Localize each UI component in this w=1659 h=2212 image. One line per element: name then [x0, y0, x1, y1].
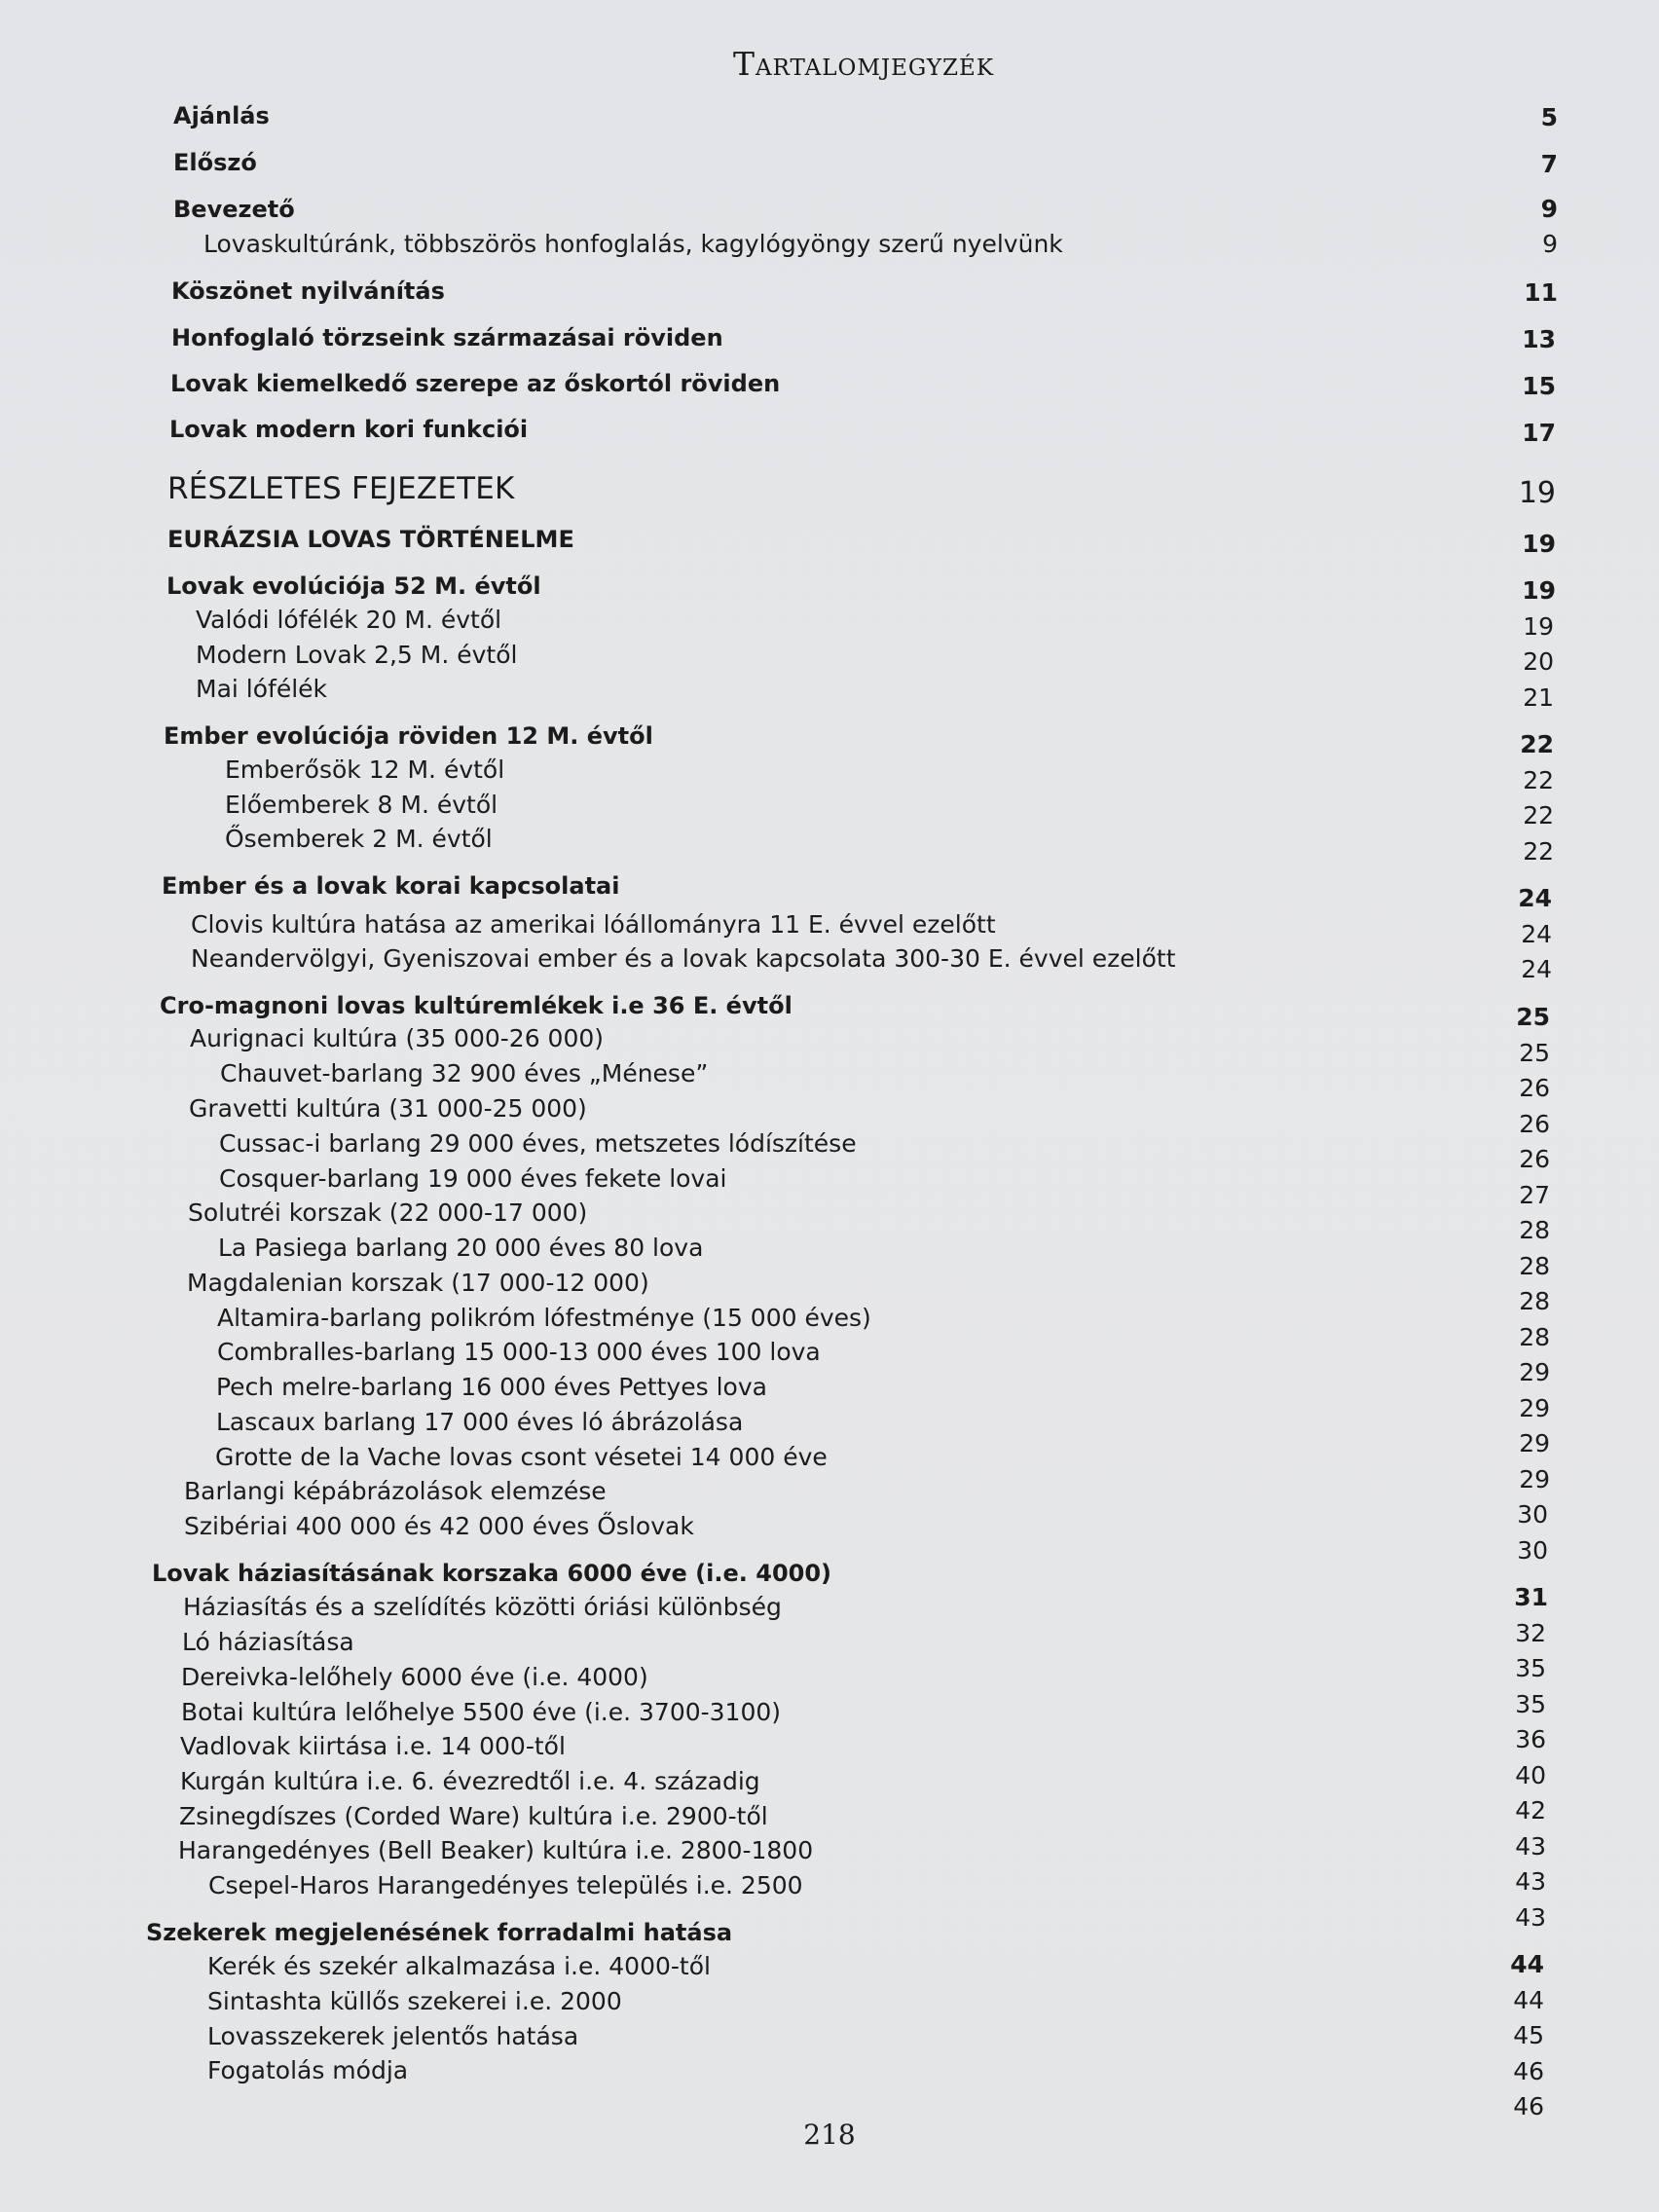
toc-entry-title: Lovasszekerek jelentős hatása	[207, 2022, 579, 2050]
toc-entry-title: Lovak kiemelkedő szerepe az őskortól röviden	[170, 370, 781, 397]
toc-entry-title: Szibériai 400 000 és 42 000 éves Őslovak	[184, 1512, 694, 1540]
toc-entry-title: Lascaux barlang 17 000 éves ló ábrázolása	[216, 1408, 744, 1436]
toc-entry-title: Kurgán kultúra i.e. 6. évezredtől i.e. 4. századig	[180, 1767, 760, 1795]
toc-entry-page: 40	[1515, 1761, 1546, 1789]
toc-entry-page: 28	[1519, 1287, 1550, 1315]
toc-entry-page: 9	[1540, 195, 1558, 223]
toc-entry-page: 31	[1514, 1583, 1548, 1611]
toc-entry-page: 13	[1522, 325, 1556, 353]
page-number: 218	[803, 2119, 856, 2151]
toc-entry-page: 35	[1515, 1690, 1546, 1718]
toc-entry-page: 24	[1521, 920, 1552, 948]
toc-entry-page: 36	[1515, 1725, 1546, 1753]
toc-entry-title: Botai kultúra lelőhelye 5500 éve (i.e. 3700-3100)	[181, 1698, 782, 1726]
toc-entry-title: Altamira-barlang polikróm lófestménye (15 000 éves)	[217, 1304, 871, 1332]
toc-entry-page: 30	[1517, 1500, 1548, 1529]
toc-entry-title: Magdalenian korszak (17 000-12 000)	[187, 1269, 649, 1297]
toc-entry-title: Fogatolás módja	[207, 2056, 409, 2084]
toc-entry-page: 22	[1523, 801, 1554, 830]
toc-entry-page: 21	[1523, 683, 1554, 712]
toc-entry-title: Combralles-barlang 15 000-13 000 éves 100 lova	[217, 1338, 821, 1366]
toc-entry-page: 19	[1523, 612, 1554, 641]
toc-entry-title: Kerék és szekér alkalmazása i.e. 4000-től	[207, 1952, 711, 1980]
toc-entry-title: Cro-magnoni lovas kultúremlékek i.e 36 E. évtől	[160, 992, 793, 1019]
toc-entry-title: Előszó	[173, 149, 257, 176]
toc-entry-page: 26	[1519, 1074, 1550, 1102]
toc-entry-title: Aurignaci kultúra (35 000-26 000)	[190, 1024, 605, 1052]
toc-entry-page: 30	[1517, 1536, 1548, 1565]
toc-entry-title: Mai lófélék	[196, 675, 328, 703]
toc-entry-page: 17	[1522, 419, 1556, 447]
toc-entry-title: Neandervölgyi, Gyeniszovai ember és a lovak kapcsolata 300-30 E. évvel ezelőtt	[191, 944, 1176, 973]
toc-entry-title: Köszönet nyilvánítás	[171, 277, 445, 305]
toc-entry-title: Cosquer-barlang 19 000 éves fekete lovai	[219, 1164, 727, 1193]
toc-entry-title: Sintashta küllős szekerei i.e. 2000	[207, 1987, 622, 2015]
toc-entry-page: 29	[1519, 1429, 1550, 1457]
toc-entry-page: 11	[1524, 278, 1558, 307]
toc-entry-title: Lovak evolúciója 52 M. évtől	[166, 572, 541, 600]
toc-entry-title: Honfoglaló törzseink származásai röviden	[171, 324, 723, 351]
toc-entry-title: Ember és a lovak korai kapcsolatai	[162, 872, 620, 900]
toc-entry-title: Csepel-Haros Harangedényes település i.e. 2500	[208, 1871, 803, 1899]
toc-entry-title: Harangedényes (Bell Beaker) kultúra i.e. 2800-1800	[178, 1836, 814, 1864]
toc-entry-page: 29	[1519, 1394, 1550, 1422]
toc-entry-page: 15	[1522, 372, 1556, 400]
toc-entry-title: Ajánlás	[173, 102, 270, 129]
toc-entry-title: Háziasítás és a szelídítés közötti óriási különbség	[183, 1593, 782, 1621]
toc-entry-title: Valódi lófélék 20 M. évtől	[196, 606, 502, 634]
toc-entry-title: Pech melre-barlang 16 000 éves Pettyes lova	[216, 1373, 767, 1401]
toc-entry-title: Vadlovak kiirtása i.e. 14 000-től	[180, 1732, 566, 1760]
toc-entry-title: Előemberek 8 M. évtől	[225, 791, 498, 819]
toc-entry-title: RÉSZLETES FEJEZETEK	[167, 471, 515, 506]
toc-entry-title: Szekerek megjelenésének forradalmi hatása	[146, 1919, 733, 1946]
toc-entry-title: Barlangi képábrázolások elemzése	[184, 1477, 607, 1505]
toc-entry-title: Ember evolúciója röviden 12 M. évtől	[164, 722, 653, 750]
toc-entry-title: Lovak modern kori funkciói	[169, 416, 529, 443]
toc-entry-page: 19	[1522, 530, 1556, 558]
toc-entry-page: 32	[1515, 1619, 1546, 1647]
toc-entry-title: Solutréi korszak (22 000-17 000)	[188, 1198, 588, 1227]
toc-entry-title: Emberősök 12 M. évtől	[225, 756, 505, 784]
toc-entry-title: Grotte de la Vache lovas csont vésetei 14 000 éve	[215, 1443, 828, 1471]
toc-entry-page: 43	[1515, 1903, 1546, 1932]
toc-entry-page: 5	[1540, 103, 1558, 131]
toc-entry-page: 27	[1519, 1181, 1550, 1209]
toc-entry-page: 22	[1523, 766, 1554, 794]
toc-entry-page: 22	[1523, 837, 1554, 866]
toc-entry-page: 24	[1518, 884, 1552, 912]
toc-entry-page: 26	[1519, 1110, 1550, 1138]
toc-entry-page: 9	[1542, 230, 1558, 258]
toc-entry-page: 28	[1519, 1216, 1550, 1244]
toc-entry-page: 24	[1521, 955, 1552, 983]
toc-entry-page: 19	[1522, 576, 1556, 605]
toc-entry-page: 44	[1513, 1986, 1544, 2014]
toc-entry-page: 28	[1519, 1323, 1550, 1351]
toc-entry-page: 28	[1519, 1252, 1550, 1280]
toc-entry-page: 20	[1523, 647, 1554, 676]
toc-entry-page: 22	[1520, 730, 1554, 758]
toc-entry-page: 43	[1515, 1832, 1546, 1861]
toc-entry-title: Ló háziasítása	[182, 1628, 354, 1656]
toc-entry-title: Clovis kultúra hatása az amerikai lóállományra 11 E. évvel ezelőtt	[191, 910, 996, 939]
toc-entry-page: 35	[1515, 1654, 1546, 1682]
toc-entry-title: Bevezető	[173, 196, 295, 223]
toc-entry-title: Cussac-i barlang 29 000 éves, metszetes lódíszítése	[219, 1129, 857, 1158]
toc-entry-page: 43	[1515, 1867, 1546, 1896]
toc-entry-page: 26	[1519, 1145, 1550, 1173]
toc-entry-title: Lovak háziasításának korszaka 6000 éve (i.e. 4000)	[152, 1560, 832, 1587]
toc-entry-title: EURÁZSIA LOVAS TÖRTÉNELME	[167, 526, 574, 553]
toc-entry-page: 29	[1519, 1465, 1550, 1493]
toc-entry-page: 46	[1513, 2092, 1544, 2120]
toc-entry-page: 46	[1513, 2057, 1544, 2085]
toc-entry-title: Chauvet-barlang 32 900 éves „Ménese”	[220, 1059, 709, 1088]
page-title: Tartalomjegyzék	[732, 45, 995, 83]
toc-entry-page: 19	[1518, 476, 1556, 510]
toc-entry-page: 25	[1516, 1003, 1550, 1031]
toc-entry-title: Gravetti kultúra (31 000-25 000)	[189, 1094, 587, 1123]
toc-entry-page: 45	[1513, 2021, 1544, 2049]
toc-entry-title: Ősemberek 2 M. évtől	[225, 825, 493, 853]
toc-entry-title: Modern Lovak 2,5 M. évtől	[196, 641, 518, 669]
toc-entry-page: 25	[1519, 1039, 1550, 1067]
toc-entry-title: La Pasiega barlang 20 000 éves 80 lova	[218, 1234, 704, 1262]
toc-entry-page: 44	[1510, 1950, 1544, 1978]
toc-entry-page: 7	[1540, 150, 1558, 178]
toc-entry-title: Zsinegdíszes (Corded Ware) kultúra i.e. 2900-től	[179, 1802, 768, 1830]
toc-entry-title: Lovaskultúránk, többszörös honfoglalás, kagylógyöngy szerű nyelvünk	[203, 230, 1063, 258]
toc-entry-title: Dereivka-lelőhely 6000 éve (i.e. 4000)	[181, 1663, 648, 1691]
toc-entry-page: 42	[1515, 1796, 1546, 1825]
toc-entry-page: 29	[1519, 1358, 1550, 1386]
